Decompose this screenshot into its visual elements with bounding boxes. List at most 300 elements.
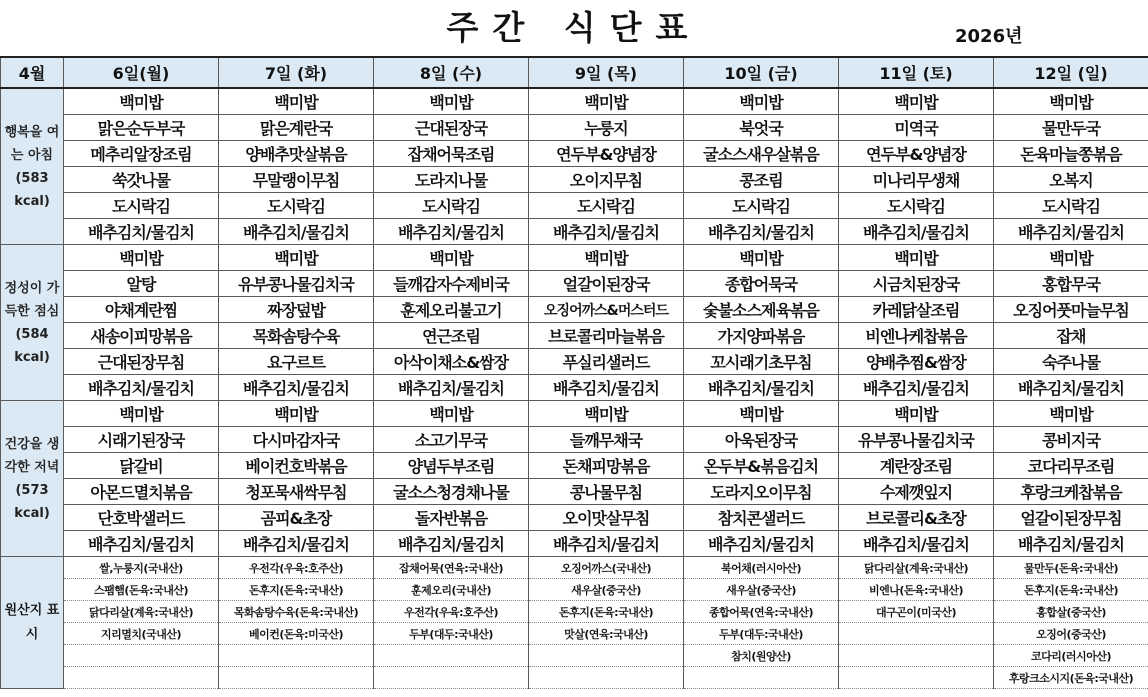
dish-name: 배추김치/물김치 (552, 535, 660, 554)
day-header-cell: 11일 (토) (839, 57, 994, 88)
dish-name: 연근조림 (422, 327, 480, 346)
dish-name: 백미밥 (274, 249, 318, 268)
dish-name: 북엇국 (739, 119, 783, 138)
dish-name: 배추김치/물김치 (1017, 379, 1125, 398)
dish-name: 백미밥 (119, 405, 163, 424)
origin-row (1, 557, 1148, 579)
dish-name: 오징어풋마늘무침 (1013, 301, 1129, 320)
dish-cell (684, 141, 839, 167)
dish-cell (529, 88, 684, 115)
dish-cell (529, 349, 684, 375)
meal-row (1, 245, 1148, 271)
origin-cell (839, 645, 994, 667)
meal-row (1, 505, 1148, 531)
dish-name: 백미밥 (894, 249, 938, 268)
dish-name: 양배추맛살볶음 (245, 145, 347, 164)
meal-row (1, 531, 1148, 557)
origin-cell: 두부(대두:국내산) (684, 623, 839, 645)
dish-name: 배추김치/물김치 (87, 223, 195, 242)
dish-cell (839, 479, 994, 505)
dish-cell (64, 401, 219, 427)
dish-cell (839, 427, 994, 453)
dish-cell (374, 349, 529, 375)
origin-row (1, 645, 1148, 667)
dish-name: 근대된장무침 (97, 353, 185, 372)
dish-name: 양념두부조림 (407, 457, 495, 476)
dish-name: 백미밥 (739, 249, 783, 268)
meal-row (1, 297, 1148, 323)
dish-cell (684, 271, 839, 297)
origin-cell: 오징어까스(국내산) (529, 557, 684, 579)
dish-name: 도시락김 (732, 197, 790, 216)
origin-label: 원산지 표시 (1, 557, 64, 689)
dish-name: 푸실리샐러드 (562, 353, 650, 372)
dish-cell (684, 505, 839, 531)
dish-name: 도라지나물 (414, 171, 488, 190)
dish-name: 단호박샐러드 (97, 509, 185, 528)
dish-cell (374, 505, 529, 531)
origin-cell: 베이컨(돈육:미국산) (219, 623, 374, 645)
dish-cell (64, 427, 219, 453)
dish-cell (374, 219, 529, 245)
dish-name: 숯불소스제육볶음 (703, 301, 819, 320)
dish-name: 백미밥 (274, 405, 318, 424)
meal-row (1, 323, 1148, 349)
dish-cell (839, 323, 994, 349)
dish-name: 숙주나물 (1042, 353, 1100, 372)
dish-cell (684, 245, 839, 271)
dish-name: 연두부&양념장 (556, 145, 656, 164)
dish-name: 베이컨호박볶음 (245, 457, 347, 476)
dish-cell (529, 271, 684, 297)
month-cell: 4월 (1, 57, 64, 88)
dish-name: 도시락김 (112, 197, 170, 216)
origin-cell: 잡채어묵(연육:국내산) (374, 557, 529, 579)
dish-cell (219, 115, 374, 141)
dish-name: 잡채어묵조림 (407, 145, 495, 164)
origin-cell: 새우살(중국산) (684, 579, 839, 601)
origin-cell: 우전각(우육:호주산) (219, 557, 374, 579)
page-header (0, 0, 1148, 56)
day-header-row (1, 57, 1148, 88)
dish-name: 배추김치/물김치 (397, 379, 505, 398)
page-title: 주간 식단표 (446, 8, 702, 47)
dish-cell (839, 115, 994, 141)
meal-row (1, 349, 1148, 375)
dish-name: 배추김치/물김치 (87, 535, 195, 554)
dish-cell (839, 453, 994, 479)
meal-row (1, 219, 1148, 245)
dish-cell (219, 219, 374, 245)
dish-cell (64, 323, 219, 349)
dish-name: 훈제오리불고기 (400, 301, 502, 320)
dish-name: 연두부&양념장 (866, 145, 966, 164)
origin-cell (374, 667, 529, 689)
dish-name: 도시락김 (1042, 197, 1100, 216)
origin-cell (529, 645, 684, 667)
dish-cell (684, 219, 839, 245)
dish-name: 소고기무국 (414, 431, 488, 450)
origin-cell: 닭다리살(계육:국내산) (839, 557, 994, 579)
origin-cell (219, 645, 374, 667)
dish-name: 홍합무국 (1042, 275, 1100, 294)
year-label: 2026년 (955, 26, 1023, 47)
dish-name: 배추김치/물김치 (1017, 535, 1125, 554)
dish-name: 백미밥 (894, 93, 938, 112)
dish-name: 콩비지국 (1042, 431, 1100, 450)
dish-cell (839, 505, 994, 531)
day-header-cell: 9일 (목) (529, 57, 684, 88)
dish-cell (839, 88, 994, 115)
dish-cell (529, 427, 684, 453)
dish-name: 들깨무채국 (569, 431, 643, 450)
dish-name: 청포묵새싹무침 (245, 483, 347, 502)
dish-cell (64, 505, 219, 531)
dish-cell (994, 427, 1148, 453)
origin-row (1, 667, 1148, 689)
origin-cell (684, 667, 839, 689)
dish-cell (839, 375, 994, 401)
dish-cell (994, 141, 1148, 167)
dish-name: 코다리무조림 (1027, 457, 1115, 476)
dish-name: 배추김치/물김치 (707, 379, 815, 398)
dish-name: 배추김치/물김치 (862, 379, 970, 398)
dish-cell (64, 479, 219, 505)
dish-name: 브로콜리마늘볶음 (548, 327, 664, 346)
origin-row (1, 579, 1148, 601)
origin-cell (839, 667, 994, 689)
origin-cell: 홍합살(중국산) (994, 601, 1148, 623)
dish-cell (684, 349, 839, 375)
dish-name: 배추김치/물김치 (397, 223, 505, 242)
dish-cell (374, 141, 529, 167)
dish-name: 후랑크케찹볶음 (1020, 483, 1122, 502)
dish-cell (994, 323, 1148, 349)
dish-cell (374, 427, 529, 453)
dish-cell (374, 297, 529, 323)
dish-cell (994, 505, 1148, 531)
dish-name: 백미밥 (429, 93, 473, 112)
origin-cell (219, 667, 374, 689)
origin-cell: 종합어묵(연육:국내산) (684, 601, 839, 623)
origin-cell: 두부(대두:국내산) (374, 623, 529, 645)
dish-cell (684, 375, 839, 401)
dish-name: 누룽지 (584, 119, 628, 138)
dish-cell (839, 141, 994, 167)
dish-cell (64, 271, 219, 297)
dish-cell (684, 297, 839, 323)
origin-row (1, 623, 1148, 645)
dish-name: 참치콘샐러드 (717, 509, 805, 528)
dish-cell (684, 453, 839, 479)
dish-name: 알탕 (126, 275, 156, 294)
dish-name: 수제깻잎지 (879, 483, 953, 502)
dish-name: 맑은순두부국 (97, 119, 185, 138)
dish-name: 들깨감자수제비국 (393, 275, 509, 294)
dish-name: 백미밥 (739, 405, 783, 424)
dish-name: 배추김치/물김치 (862, 223, 970, 242)
dish-name: 백미밥 (584, 405, 628, 424)
dish-cell (219, 479, 374, 505)
dish-name: 배추김치/물김치 (242, 535, 350, 554)
dish-cell (994, 167, 1148, 193)
dish-cell (684, 531, 839, 557)
dish-cell (839, 219, 994, 245)
dish-name: 배추김치/물김치 (707, 223, 815, 242)
dish-cell (839, 297, 994, 323)
dish-name: 계란장조림 (879, 457, 953, 476)
dish-cell (219, 297, 374, 323)
dish-name: 요구르트 (267, 353, 325, 372)
dish-cell (994, 531, 1148, 557)
dish-cell (64, 219, 219, 245)
dish-cell (529, 219, 684, 245)
dish-cell (374, 323, 529, 349)
dish-cell (374, 115, 529, 141)
dish-cell (994, 115, 1148, 141)
dish-cell (839, 245, 994, 271)
dish-name: 비엔나케찹볶음 (865, 327, 967, 346)
dish-name: 시래기된장국 (97, 431, 185, 450)
meal-row (1, 88, 1148, 115)
origin-cell: 돈후지(돈육:국내산) (994, 579, 1148, 601)
dish-name: 닭갈비 (119, 457, 163, 476)
dish-name: 백미밥 (739, 93, 783, 112)
dish-cell (219, 245, 374, 271)
dish-cell (684, 167, 839, 193)
day-header-cell: 10일 (금) (684, 57, 839, 88)
dish-cell (994, 219, 1148, 245)
dish-cell (219, 531, 374, 557)
dish-cell (374, 88, 529, 115)
origin-cell (529, 667, 684, 689)
dish-cell (839, 193, 994, 219)
dish-name: 백미밥 (274, 93, 318, 112)
dish-cell (64, 297, 219, 323)
dish-cell (64, 141, 219, 167)
dish-cell (994, 479, 1148, 505)
meal-row (1, 427, 1148, 453)
dish-name: 백미밥 (429, 249, 473, 268)
dish-name: 온두부&볶음김치 (703, 457, 819, 476)
dish-cell (529, 167, 684, 193)
dish-name: 백미밥 (119, 93, 163, 112)
meal-row (1, 167, 1148, 193)
dish-cell (219, 193, 374, 219)
dish-name: 굴소스새우살볶음 (703, 145, 819, 164)
dish-cell (684, 427, 839, 453)
dish-name: 오징어까스&머스터드 (544, 302, 668, 319)
dish-cell (219, 271, 374, 297)
dish-cell (529, 115, 684, 141)
dish-cell (64, 88, 219, 115)
dish-cell (529, 401, 684, 427)
dish-cell (839, 167, 994, 193)
dish-cell (994, 193, 1148, 219)
dish-name: 도라지오이무침 (710, 483, 812, 502)
dish-name: 카레닭살조림 (872, 301, 960, 320)
dish-cell (374, 453, 529, 479)
dish-name: 돈채피망볶음 (562, 457, 650, 476)
dish-name: 배추김치/물김치 (242, 223, 350, 242)
dish-cell (219, 141, 374, 167)
dish-cell (374, 531, 529, 557)
dish-name: 백미밥 (119, 249, 163, 268)
dish-name: 백미밥 (1049, 405, 1093, 424)
dish-name: 배추김치/물김치 (1017, 223, 1125, 242)
dish-name: 도시락김 (267, 197, 325, 216)
meal-row (1, 141, 1148, 167)
dish-name: 오복지 (1049, 171, 1093, 190)
dish-cell (219, 349, 374, 375)
origin-cell: 쌀,누룽지(국내산) (64, 557, 219, 579)
dish-name: 도시락김 (422, 197, 480, 216)
meal-row (1, 193, 1148, 219)
dish-name: 배추김치/물김치 (397, 535, 505, 554)
dish-name: 배추김치/물김치 (862, 535, 970, 554)
dish-cell (529, 245, 684, 271)
dish-name: 아삭이채소&쌈장 (393, 353, 509, 372)
dish-name: 배추김치/물김치 (242, 379, 350, 398)
dish-cell (994, 271, 1148, 297)
meal-row (1, 453, 1148, 479)
dish-name: 새송이피망볶음 (90, 327, 192, 346)
dish-cell (839, 401, 994, 427)
dish-name: 브로콜리&초장 (866, 509, 966, 528)
dish-cell (219, 167, 374, 193)
dish-name: 백미밥 (1049, 249, 1093, 268)
dish-cell (374, 193, 529, 219)
dish-name: 목화솜탕수육 (252, 327, 340, 346)
dish-name: 다시마감자국 (252, 431, 340, 450)
dish-cell (994, 375, 1148, 401)
dish-cell (994, 245, 1148, 271)
meal-label: 정성이 가득한 점심 (584 kcal) (1, 245, 64, 401)
dish-cell (529, 479, 684, 505)
dish-name: 시금치된장국 (872, 275, 960, 294)
dish-name: 곰피&초장 (260, 509, 332, 528)
dish-name: 잡채 (1056, 327, 1086, 346)
dish-name: 백미밥 (584, 249, 628, 268)
dish-cell (684, 193, 839, 219)
origin-cell: 대구곤이(미국산) (839, 601, 994, 623)
dish-cell (529, 375, 684, 401)
dish-name: 유부콩나물김치국 (238, 275, 354, 294)
dish-name: 오이맛살무침 (562, 509, 650, 528)
dish-name: 무말랭이무침 (252, 171, 340, 190)
origin-cell: 스팸햄(돈육:국내산) (64, 579, 219, 601)
dish-name: 얼갈이된장무침 (1020, 509, 1122, 528)
dish-cell (64, 115, 219, 141)
dish-name: 물만두국 (1042, 119, 1100, 138)
dish-cell (64, 349, 219, 375)
dish-cell (64, 193, 219, 219)
meal-row (1, 401, 1148, 427)
dish-cell (219, 323, 374, 349)
origin-cell: 돈후지(돈육:국내산) (529, 601, 684, 623)
dish-cell (839, 271, 994, 297)
dish-cell (529, 193, 684, 219)
dish-name: 배추김치/물김치 (707, 535, 815, 554)
dish-cell (684, 401, 839, 427)
dish-name: 백미밥 (894, 405, 938, 424)
dish-cell (684, 479, 839, 505)
dish-name: 미나리무생채 (872, 171, 960, 190)
origin-cell (374, 645, 529, 667)
dish-cell (64, 453, 219, 479)
dish-name: 배추김치/물김치 (552, 223, 660, 242)
dish-cell (219, 401, 374, 427)
dish-name: 야채계란찜 (104, 301, 178, 320)
dish-name: 콩조림 (739, 171, 783, 190)
dish-name: 가지양파볶음 (717, 327, 805, 346)
dish-cell (374, 401, 529, 427)
dish-cell (994, 297, 1148, 323)
dish-name: 아욱된장국 (724, 431, 798, 450)
dish-cell (994, 349, 1148, 375)
dish-cell (219, 88, 374, 115)
dish-cell (529, 141, 684, 167)
dish-cell (839, 531, 994, 557)
meal-label: 건강을 생각한 저녁 (573 kcal) (1, 401, 64, 557)
origin-cell: 코다리(러시아산) (994, 645, 1148, 667)
dish-cell (684, 115, 839, 141)
dish-cell (374, 479, 529, 505)
dish-name: 미역국 (894, 119, 938, 138)
dish-name: 굴소스청경채나물 (393, 483, 509, 502)
dish-cell (219, 427, 374, 453)
meal-row (1, 271, 1148, 297)
origin-cell: 지리멸치(국내산) (64, 623, 219, 645)
dish-name: 얼갈이된장국 (562, 275, 650, 294)
day-header-cell: 8일 (수) (374, 57, 529, 88)
origin-cell (64, 667, 219, 689)
dish-name: 백미밥 (429, 405, 473, 424)
dish-name: 백미밥 (1049, 93, 1093, 112)
dish-cell (994, 453, 1148, 479)
dish-name: 돈육마늘쫑볶음 (1020, 145, 1122, 164)
dish-cell (529, 453, 684, 479)
dish-cell (374, 271, 529, 297)
day-header-cell: 12일 (일) (994, 57, 1148, 88)
origin-cell: 북어채(러시아산) (684, 557, 839, 579)
origin-cell: 비엔나(돈육:국내산) (839, 579, 994, 601)
dish-cell (529, 505, 684, 531)
meal-row (1, 375, 1148, 401)
dish-cell (219, 375, 374, 401)
dish-cell (64, 375, 219, 401)
origin-cell: 우전각(우육:호주산) (374, 601, 529, 623)
dish-name: 배추김치/물김치 (552, 379, 660, 398)
dish-cell (839, 349, 994, 375)
origin-cell: 새우살(중국산) (529, 579, 684, 601)
dish-cell (219, 453, 374, 479)
origin-cell: 맛살(연육:국내산) (529, 623, 684, 645)
origin-cell (839, 623, 994, 645)
origin-row (1, 601, 1148, 623)
dish-name: 맑은계란국 (259, 119, 333, 138)
dish-name: 도시락김 (577, 197, 635, 216)
dish-cell (994, 401, 1148, 427)
menu-table (0, 56, 1148, 689)
dish-name: 쑥갓나물 (112, 171, 170, 190)
dish-cell (219, 505, 374, 531)
dish-name: 아몬드멸치볶음 (90, 483, 192, 502)
origin-cell: 훈제오리(국내산) (374, 579, 529, 601)
dish-cell (64, 167, 219, 193)
dish-name: 돌자반볶음 (414, 509, 488, 528)
dish-name: 배추김치/물김치 (87, 379, 195, 398)
